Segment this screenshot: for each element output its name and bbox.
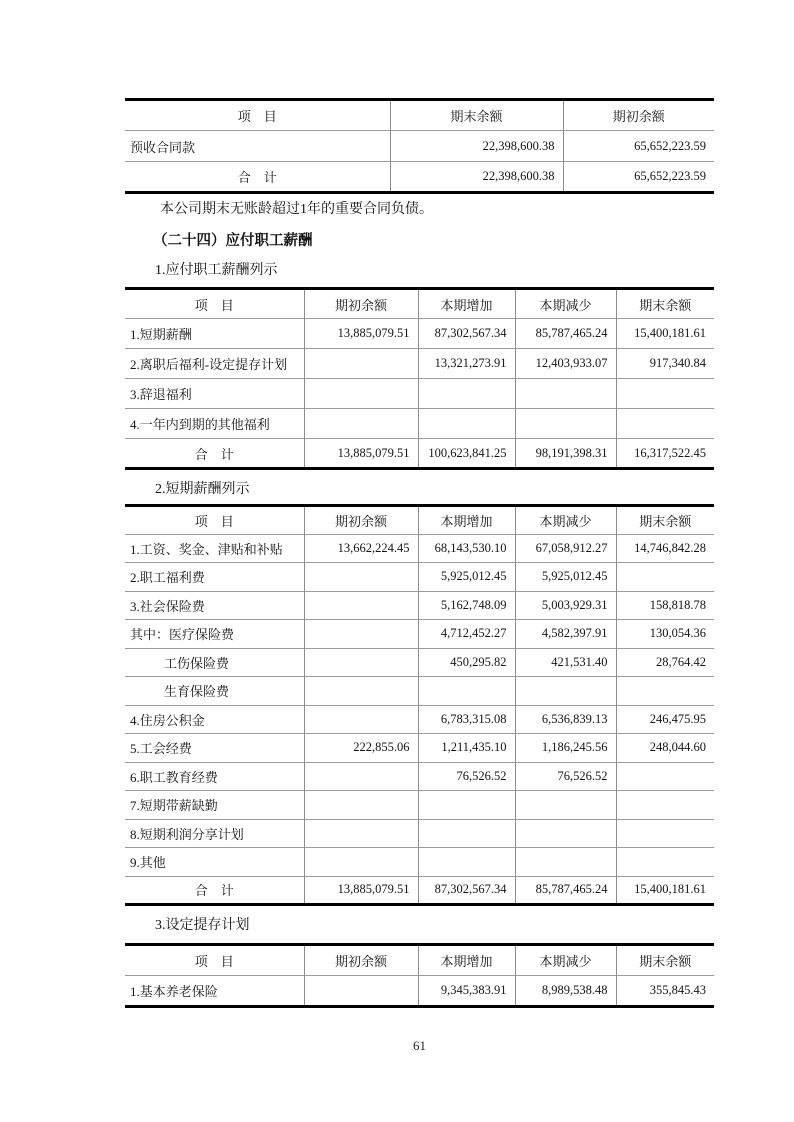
row-label: 生育保险费 xyxy=(125,677,304,706)
table-total-row xyxy=(125,876,714,905)
header-ending-balance: 期末余额 xyxy=(616,945,714,976)
table-row xyxy=(125,534,714,563)
total-label: 合 计 xyxy=(125,162,390,193)
cell-decrease xyxy=(515,379,616,409)
cell-decrease: 8,989,538.48 xyxy=(515,976,616,1007)
row-label: 3.社会保险费 xyxy=(125,591,304,620)
cell-decrease: 85,787,465.24 xyxy=(515,319,616,349)
table-row xyxy=(125,819,714,848)
cell-beginning-balance: 65,652,223.59 xyxy=(563,131,714,162)
cell-beginning-balance xyxy=(304,705,418,734)
cell-beginning-balance xyxy=(304,677,418,706)
table-row xyxy=(125,563,714,592)
cell-ending-balance xyxy=(616,677,714,706)
cell-ending-balance: 15,400,181.61 xyxy=(616,319,714,349)
cell-beginning-balance: 13,885,079.51 xyxy=(304,319,418,349)
header-decrease: 本期减少 xyxy=(515,289,616,319)
row-label: 1.基本养老保险 xyxy=(125,976,304,1007)
cell-beginning-balance: 13,885,079.51 xyxy=(304,876,418,905)
cell-beginning-balance xyxy=(304,409,418,439)
cell-increase xyxy=(418,409,515,439)
header-item: 项 目 xyxy=(237,109,277,124)
row-label: 4.一年内到期的其他福利 xyxy=(125,409,304,439)
subsection-title-2: 2.短期薪酬列示 xyxy=(155,482,250,497)
header-ending-balance: 期末余额 xyxy=(616,506,714,535)
table-row xyxy=(125,319,714,349)
cell-decrease: 5,925,012.45 xyxy=(515,563,616,592)
cell-decrease: 85,787,465.24 xyxy=(515,876,616,905)
table-row xyxy=(125,379,714,409)
table-row xyxy=(125,677,714,706)
header-beginning-balance: 期初余额 xyxy=(563,100,714,131)
cell-ending-balance xyxy=(616,819,714,848)
table-row xyxy=(125,131,714,162)
table-header-row xyxy=(125,100,714,131)
header-increase: 本期增加 xyxy=(418,506,515,535)
header-decrease: 本期减少 xyxy=(515,506,616,535)
cell-increase xyxy=(418,791,515,820)
header-decrease: 本期减少 xyxy=(515,945,616,976)
row-label: 2.离职后福利-设定提存计划 xyxy=(125,349,304,379)
cell-beginning-balance xyxy=(304,819,418,848)
cell-increase xyxy=(418,677,515,706)
cell-ending-balance xyxy=(616,409,714,439)
header-increase: 本期增加 xyxy=(418,945,515,976)
cell-decrease xyxy=(515,677,616,706)
cell-increase: 9,345,383.91 xyxy=(418,976,515,1007)
cell-ending-balance xyxy=(616,563,714,592)
header-item: 项 目 xyxy=(194,513,234,529)
table-row xyxy=(125,349,714,379)
header-beginning-balance: 期初余额 xyxy=(304,506,418,535)
cell-increase: 13,321,273.91 xyxy=(418,349,515,379)
section-heading: （二十四）应付职工薪酬 xyxy=(153,233,313,249)
cell-increase xyxy=(418,819,515,848)
cell-decrease xyxy=(515,409,616,439)
cell-increase: 87,302,567.34 xyxy=(418,876,515,905)
cell-beginning-balance xyxy=(304,976,418,1007)
page-number: 61 xyxy=(413,1038,426,1053)
cell-decrease xyxy=(515,791,616,820)
cell-decrease: 67,058,912.27 xyxy=(515,534,616,563)
table-total-row xyxy=(125,439,714,469)
row-label: 9.其他 xyxy=(125,848,304,877)
payroll-payable-table xyxy=(125,287,714,470)
cell-ending-balance: 14,746,842.28 xyxy=(616,534,714,563)
table-row xyxy=(125,648,714,677)
cell-ending-balance: 130,054.36 xyxy=(616,620,714,649)
row-label: 3.辞退福利 xyxy=(125,379,304,409)
row-label: 7.短期带薪缺勤 xyxy=(125,791,304,820)
cell-beginning-balance xyxy=(304,848,418,877)
cell-increase: 4,712,452.27 xyxy=(418,620,515,649)
header-beginning-balance: 期初余额 xyxy=(304,945,418,976)
row-label: 5.工会经费 xyxy=(125,734,304,763)
subsection-title-1: 1.应付职工薪酬列示 xyxy=(155,263,278,278)
cell-ending-balance: 15,400,181.61 xyxy=(616,876,714,905)
table-header-row xyxy=(125,506,714,535)
page-content xyxy=(125,98,714,1008)
table-row xyxy=(125,791,714,820)
cell-ending-balance: 22,398,600.38 xyxy=(390,131,563,162)
cell-increase: 68,143,530.10 xyxy=(418,534,515,563)
row-label: 预收合同款 xyxy=(125,131,390,162)
cell-increase xyxy=(418,848,515,877)
subsection-title-3: 3.设定提存计划 xyxy=(155,918,250,933)
cell-ending-balance xyxy=(616,791,714,820)
cell-decrease: 6,536,839.13 xyxy=(515,705,616,734)
cell-decrease: 12,403,933.07 xyxy=(515,349,616,379)
cell-decrease: 98,191,398.31 xyxy=(515,439,616,469)
cell-increase: 5,925,012.45 xyxy=(418,563,515,592)
cell-beginning-balance: 13,662,224.45 xyxy=(304,534,418,563)
cell-beginning-balance xyxy=(304,349,418,379)
cell-increase: 1,211,435.10 xyxy=(418,734,515,763)
cell-increase: 76,526.52 xyxy=(418,762,515,791)
defined-contribution-plan-table xyxy=(125,943,714,1008)
cell-ending-balance: 246,475.95 xyxy=(616,705,714,734)
row-label: 其中：医疗保险费 xyxy=(125,620,304,649)
cell-decrease: 76,526.52 xyxy=(515,762,616,791)
table-row xyxy=(125,762,714,791)
header-item: 项 目 xyxy=(194,954,234,969)
cell-increase: 6,783,315.08 xyxy=(418,705,515,734)
cell-decrease: 421,531.40 xyxy=(515,648,616,677)
cell-ending-balance: 28,764.42 xyxy=(616,648,714,677)
table-row xyxy=(125,705,714,734)
cell-increase: 87,302,567.34 xyxy=(418,319,515,349)
row-label: 8.短期利润分享计划 xyxy=(125,819,304,848)
cell-ending-balance xyxy=(616,379,714,409)
cell-decrease: 5,003,929.31 xyxy=(515,591,616,620)
table-row xyxy=(125,734,714,763)
short-term-compensation-table xyxy=(125,504,714,906)
cell-beginning-balance xyxy=(304,620,418,649)
cell-beginning-balance xyxy=(304,762,418,791)
cell-increase: 5,162,748.09 xyxy=(418,591,515,620)
header-increase: 本期增加 xyxy=(418,289,515,319)
row-label: 6.职工教育经费 xyxy=(125,762,304,791)
cell-ending-balance: 248,044.60 xyxy=(616,734,714,763)
table-row xyxy=(125,620,714,649)
cell-ending-balance: 16,317,522.45 xyxy=(616,439,714,469)
cell-beginning-balance xyxy=(304,563,418,592)
cell-decrease: 4,582,397.91 xyxy=(515,620,616,649)
cell-decrease xyxy=(515,819,616,848)
header-ending-balance: 期末余额 xyxy=(390,100,563,131)
cell-beginning-balance: 222,855.06 xyxy=(304,734,418,763)
cell-beginning-balance xyxy=(304,379,418,409)
header-beginning-balance: 期初余额 xyxy=(304,289,418,319)
table-header-row xyxy=(125,945,714,976)
cell-decrease xyxy=(515,848,616,877)
header-item: 项 目 xyxy=(194,297,234,313)
cell-beginning-balance xyxy=(304,591,418,620)
cell-beginning-balance xyxy=(304,791,418,820)
cell-ending-balance: 158,818.78 xyxy=(616,591,714,620)
cell-ending-balance: 355,845.43 xyxy=(616,976,714,1007)
cell-beginning-balance: 65,652,223.59 xyxy=(563,162,714,193)
cell-beginning-balance: 13,885,079.51 xyxy=(304,439,418,469)
cell-increase xyxy=(418,379,515,409)
cell-ending-balance xyxy=(616,848,714,877)
table-header-row xyxy=(125,289,714,319)
table-total-row xyxy=(125,162,714,193)
cell-increase: 100,623,841.25 xyxy=(418,439,515,469)
cell-beginning-balance xyxy=(304,648,418,677)
cell-increase: 450,295.82 xyxy=(418,648,515,677)
contract-liabilities-table xyxy=(125,98,714,194)
cell-ending-balance: 22,398,600.38 xyxy=(390,162,563,193)
total-label: 合 计 xyxy=(125,439,304,469)
row-label: 2.职工福利费 xyxy=(125,563,304,592)
table-row xyxy=(125,591,714,620)
row-label: 1.短期薪酬 xyxy=(125,319,304,349)
cell-decrease: 1,186,245.56 xyxy=(515,734,616,763)
table-row xyxy=(125,409,714,439)
row-label: 1.工资、奖金、津贴和补贴 xyxy=(125,534,304,563)
header-ending-balance: 期末余额 xyxy=(616,289,714,319)
row-label: 工伤保险费 xyxy=(125,648,304,677)
total-label: 合 计 xyxy=(125,876,304,905)
cell-ending-balance: 917,340.84 xyxy=(616,349,714,379)
row-label: 4.住房公积金 xyxy=(125,705,304,734)
table-row xyxy=(125,976,714,1007)
note-paragraph: 本公司期末无账龄超过1年的重要合同负债。 xyxy=(160,202,433,217)
cell-ending-balance xyxy=(616,762,714,791)
table-row xyxy=(125,848,714,877)
